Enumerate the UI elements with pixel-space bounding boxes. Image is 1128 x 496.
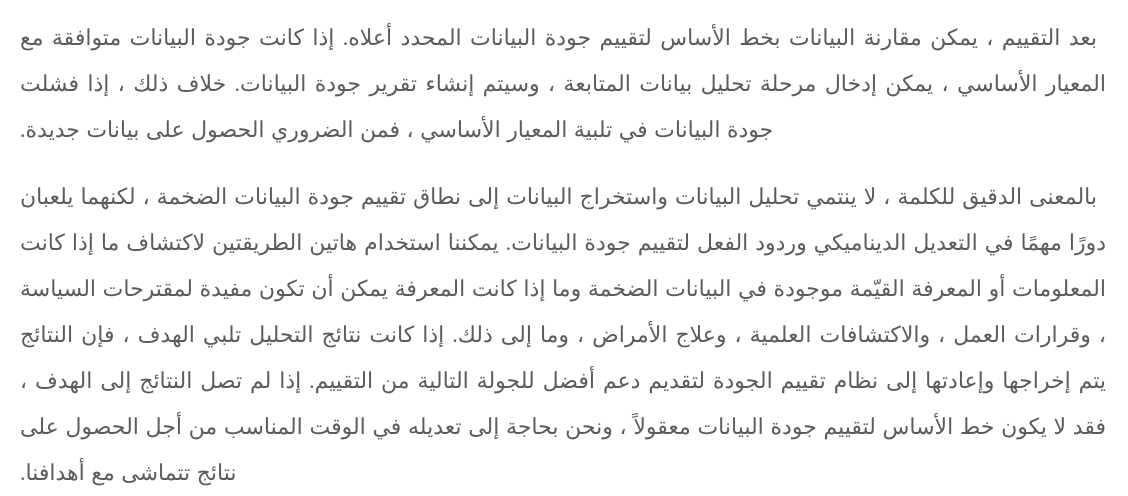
paragraph-evaluation-baseline: بعد التقييم ، يمكن مقارنة البيانات بخط الأساس لتقييم جودة البيانات المحدد أعلاه. إذا كانت جودة البيانات متوافقة مع المعيار الأساسي ، يمكن إدخال مرحلة تحليل بيانات المتابعة ، وسيتم إنشاء تقرير جودة البيانات. خلاف ذلك ، إذا فشلت جودة البيانات في تلبية المعيار الأساسي ، فمن الضروري الحصول على بيانات جديدة. <box>20 25 1106 142</box>
paragraph-data-mining-analysis: بالمعنى الدقيق للكلمة ، لا ينتمي تحليل البيانات واستخراج البيانات إلى نطاق تقييم جودة البيانات الضخمة ، لكنهما يلعبان دورًا مهمًا في التعديل الديناميكي وردود الفعل لتقييم جودة البيانات. يمكننا استخدام هاتين الطريقتين لاكتشاف ما إذا كانت المعلومات أو المعرفة القيّمة موجودة في البيانات الضخمة وما إذا كانت المعرفة يمكن أن تكون مفيدة لمقترحات السياسة ، وقرارات العمل ، والاكتشافات العلمية ، وعلاج الأمراض ، وما إلى ذلك. إذا كانت نتائج التحليل تلبي الهدف ، فإن النتائج يتم إخراجها وإعادتها إلى نظام تقييم الجودة لتقديم دعم أفضل للجولة التالية من التقييم. إذا لم تصل النتائج إلى الهدف ، فقد لا يكون خط الأساس لتقييم جودة البيانات معقولاً ، ونحن بحاجة إلى تعديله في الوقت المناسب من أجل الحصول على نتائج تتماشى مع أهدافنا. <box>20 184 1106 485</box>
